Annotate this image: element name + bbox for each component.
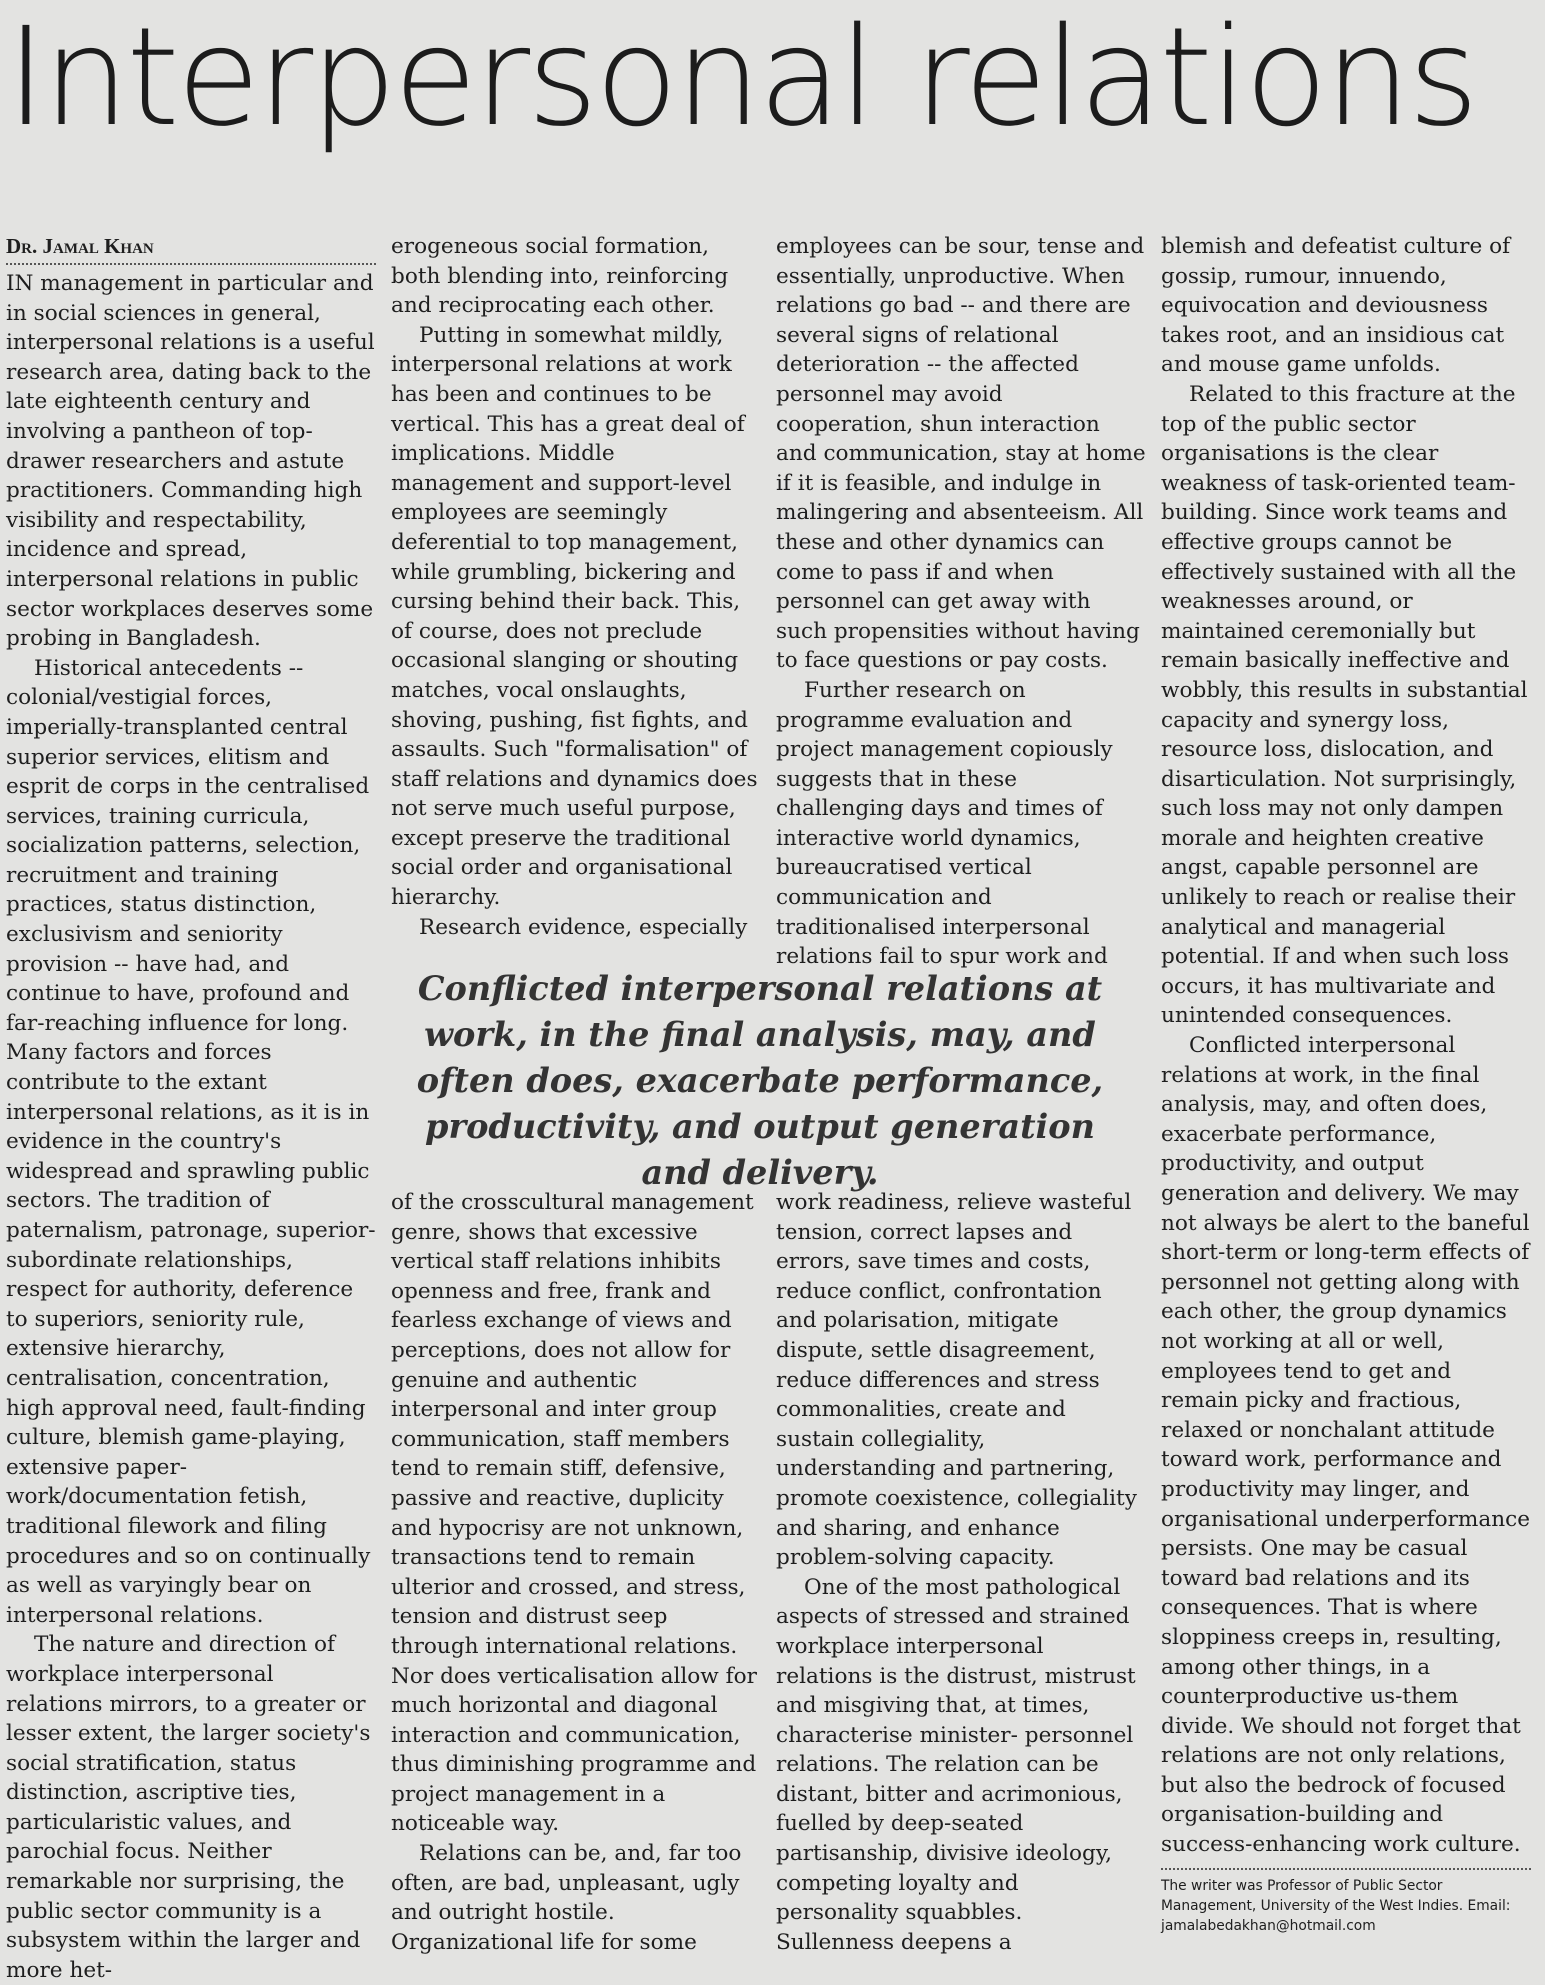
column-2-top [391, 232, 761, 942]
column-2-bottom [391, 1188, 761, 1957]
pull-quote: Conflicted interpersonal relations at work, in the final analysis, may, and often does, exacerbate performance, productivity, and output generation and delivery. [416, 969, 1104, 1192]
byline: Dr. Jamal Khan [6, 232, 376, 265]
paragraph: work readiness, relieve wasteful tension, correct lapses and errors, save times and costs, reduce conflict, confrontation and polarisation, mitigate dispute, settle disagreement, reduce differences and stress commonalities, create and sustain collegiality, understanding and partnering, promote coexistence, collegiality and sharing, and enhance problem-solving capacity. [776, 1190, 1137, 1571]
author-note: The writer was Professor of Public Sector Management, University of the West Indies. Email: jamalabedakhan@hotmail.com [1161, 1868, 1531, 1936]
column-4 [1161, 232, 1531, 1936]
column-3-bottom [776, 1188, 1146, 1957]
paragraph: Historical antecedents -- colonial/vestigial forces, imperially-transplanted central superior services, elitism and esprit de corps in the centralised services, training curricula, socialization patterns, selection, recruitment and training practices, status distinction, exclusivism and seniority provision -- have had, and continue to have, profound and far-reaching influence for long. Many factors and forces contribute to the extant interpersonal relations, as it is in evidence in the country's widespread and sprawling public sectors. The tradition of paternalism, patronage, superior-subordinate relationships, respect for authority, deference to superiors, seniority rule, extensive hierarchy, centralisation, concentration, high approval need, fault-finding culture, blemish game-playing, extensive paper-work/documentation fetish, traditional filework and filing procedures and so on continually as well as varyingly bear on interpersonal relations. [6, 655, 376, 1628]
paragraph: Putting in somewhat mildly, interpersonal relations at work has been and continues to be vertical. This has a great deal of implications. Middle management and support-level employees are seemingly deferential to top management, while grumbling, bickering and cursing behind their back. This, of course, does not preclude occasional slanging or shouting matches, vocal onslaughts, shoving, pushing, fist fights, and assaults. Such "formalisation" of staff relations and dynamics does not serve much useful purpose, except preserve the traditional social order and organisational hierarchy. [391, 322, 758, 911]
paragraph: IN management in particular and in social sciences in general, interpersonal relations is a useful research area, dating back to the late eighteenth century and involving a pantheon of top-drawer researchers and astute practitioners. Commanding high visibility and respectability, incidence and spread, interpersonal relations in public sector workplaces deserves some probing in Bangladesh. [6, 271, 375, 652]
paragraph: Related to this fracture at the top of the public sector organisations is the clear weakness of task-oriented team-building. Since work teams and effective groups cannot be effectively sustained with all the weaknesses around, or maintained ceremonially but remain basically ineffective and wobbly, this results in substantial capacity and synergy loss, resource loss, dislocation, and disarticulation. Not surprisingly, such loss may not only dampen morale and heighten creative angst, capable personnel are unlikely to reach or realise their analytical and managerial potential. If and when such loss occurs, it has multivariate and unintended consequences. [1161, 381, 1528, 1029]
paragraph: The nature and direction of workplace interpersonal relations mirrors, to a greater or lesser extent, the larger society's social stratification, status distinction, ascriptive ties, particularistic values, and parochial focus. Neither remarkable nor surprising, the public sector community is a subsystem within the larger and more het- [6, 1632, 371, 1983]
paragraph: One of the most pathological aspects of stressed and strained workplace interpersonal relations is the distrust, mistrust and misgiving that, at times, characterise minister- personnel relations. The relation can be distant, bitter and acrimonious, fuelled by deep-seated partisanship, divisive ideology, competing loyalty and personality squabbles. Sullenness deepens a [776, 1574, 1136, 1955]
paragraph: erogeneous social formation, both blending into, reinforcing and reciprocating each other. [391, 234, 729, 319]
paragraph: Further research on programme evaluation and project management copiously suggests that in these challenging days and times of interactive world dynamics, bureaucratised vertical communication and traditionalised interpersonal relations fail to spur work and [776, 677, 1113, 970]
paragraph: employees can be sour, tense and essentially, unproductive. When relations go bad -- and there are several signs of relational deterioration -- the affected personnel may avoid cooperation, shun interaction and communication, stay at home if it is feasible, and indulge in malingering and absenteeism. All these and other dynamics can come to pass if and when personnel can get away with such propensities without having to face questions or pay costs. [776, 234, 1146, 674]
column-1 [6, 232, 376, 1985]
paragraph: Relations can be, and, far too often, are bad, unpleasant, ugly and outright hostile. Organizational life for some [391, 1841, 742, 1955]
paragraph: blemish and defeatist culture of gossip, rumour, innuendo, equivocation and deviousness takes root, and an insidious cat and mouse game unfolds. [1161, 234, 1511, 378]
paragraph: Research evidence, especially [419, 914, 748, 940]
paragraph: of the crosscultural management genre, shows that excessive vertical staff relations inhibits openness and free, frank and fearless exchange of views and perceptions, does not allow for genuine and authentic interpersonal and inter group communication, staff members tend to remain stiff, defensive, passive and reactive, duplicity and hypocrisy are not unknown, transactions tend to remain ulterior and crossed, and stress, tension and distrust seep through international relations. Nor does verticalisation allow for much horizontal and diagonal interaction and communication, thus diminishing programme and project management in a noticeable way. [391, 1190, 757, 1837]
column-3-top [776, 232, 1146, 972]
paragraph: Conflicted interpersonal relations at work, in the final analysis, may, and often does, exacerbate performance, productivity, and output generation and delivery. We may not always be alert to the baneful short-term or long-term effects of personnel not getting along with each other, the group dynamics not working at all or well, employees tend to get and remain picky and fractious, relaxed or nonchalant attitude toward work, performance and productivity may linger, and organisational underperformance persists. One may be casual toward bad relations and its consequences. That is where sloppiness creeps in, resulting, among other things, in a counterproductive us-them divide. We should not forget that relations are not only relations, but also the bedrock of focused organisation-building and success-enhancing work culture. [1161, 1033, 1531, 1858]
headline: Interpersonal relations [6, 0, 1476, 157]
